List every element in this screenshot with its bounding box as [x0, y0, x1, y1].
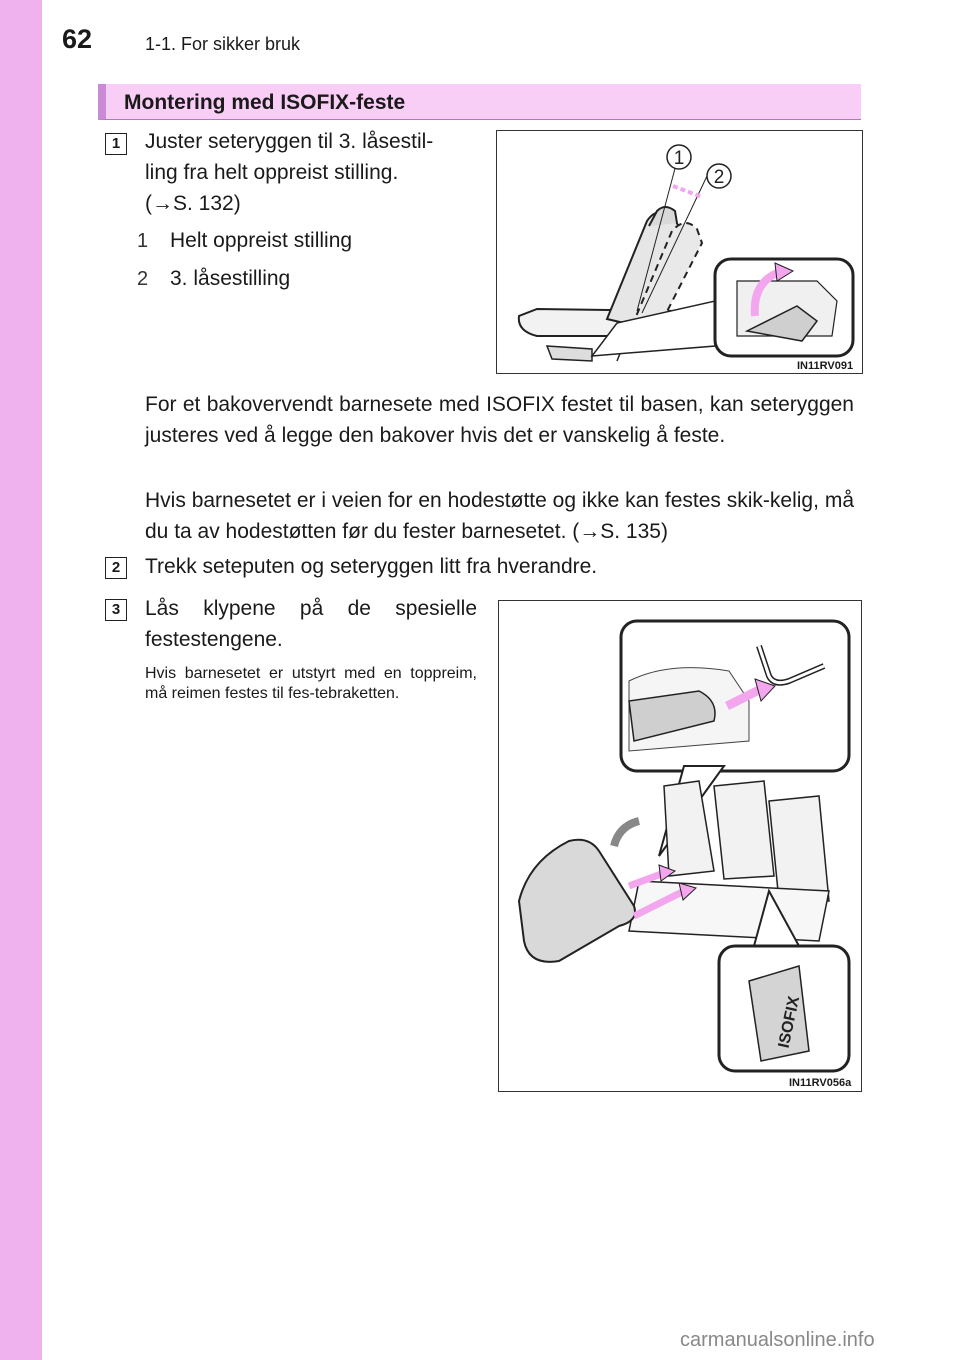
step-2-text: Trekk seteputen og seteryggen litt fra hverandre. [145, 555, 598, 578]
page-number: 62 [62, 24, 93, 54]
section-title: Montering med ISOFIX-feste [124, 91, 406, 114]
step-1-page-reference: (→S. 132) [145, 192, 241, 215]
item-number-2: 2 [137, 268, 149, 290]
item-label-2: 3. låsestilling [170, 267, 291, 290]
step-number-1: 1 [105, 133, 127, 155]
figure-isofix-installation [498, 600, 862, 1092]
figure-seatback-recline [496, 130, 863, 374]
isofix-installation-illustration [499, 601, 861, 1091]
step-3-note: Hvis barnesetet er utstyrt med en toppreim, må reimen festes til fes-tebraketten. [145, 665, 477, 702]
footer-watermark: carmanualsonline.info [680, 1329, 875, 1351]
callout-1: 1 [673, 148, 685, 169]
section-heading-bar [98, 84, 861, 120]
step-number-2: 2 [105, 557, 127, 579]
step-1-text-line2: ling fra helt oppreist stilling. [145, 161, 399, 184]
figure-2-code: IN11RV056a [789, 1077, 852, 1089]
running-head: 1-1. For sikker bruk [145, 34, 301, 54]
figure-1-code: IN11RV091 [797, 360, 854, 372]
step-1-text-line1: Juster seteryggen til 3. låsestil- [145, 130, 434, 153]
seatback-recline-illustration [497, 131, 862, 373]
item-number-1: 1 [137, 230, 149, 252]
item-label-1: Helt oppreist stilling [170, 229, 353, 252]
step-1-note-1: For et bakovervendt barnesete med ISOFIX festet til basen, kan seteryggen justeres ved å legge den bakover hvis det er vanskelig å feste. [145, 393, 854, 447]
step-3-text: Lås klypene på de spesielle festestengene. [145, 597, 477, 651]
step-number-3: 3 [105, 599, 127, 621]
chapter-side-tab [0, 0, 42, 1360]
callout-2: 2 [713, 167, 725, 188]
isofix-label: ISOFIX [775, 994, 804, 1050]
step-1-note-2: Hvis barnesetet er i veien for en hodestøtte og ikke kan festes skik-kelig, må du ta av hodestøtten før du fester barnesetet. (→S. 135) [145, 489, 854, 543]
